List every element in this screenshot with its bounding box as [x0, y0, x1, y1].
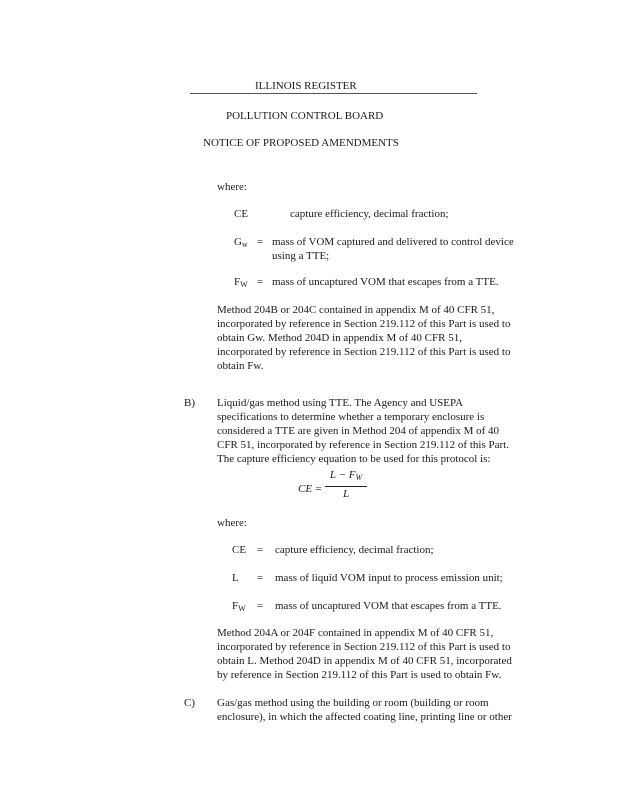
fw-symbol-b: F [232, 600, 239, 612]
def-symbol-gw-a [234, 236, 248, 252]
section-b-marker: B) [184, 397, 195, 409]
def-symbol-fw-a [234, 276, 248, 292]
def-eq-gw-a: = [257, 236, 264, 248]
notice-title: NOTICE OF PROPOSED AMENDMENTS [203, 137, 399, 149]
method-line-b4: by reference in Section 219.112 of this Part is used to obtain Fw. [217, 669, 502, 681]
def-text-fw-b: mass of uncaptured VOM that escapes from a TTE. [275, 600, 502, 612]
section-b-line2: specifications to determine whether a temporary enclosure is [217, 411, 485, 423]
def-eq-fw-a: = [257, 276, 264, 288]
gw-symbol: G [234, 236, 242, 248]
def-text-gw-cont-a: using a TTE; [272, 250, 330, 262]
equation-numerator: $L - F_W$ [329, 469, 363, 482]
def-text-l-b: mass of liquid VOM input to process emission unit; [275, 572, 503, 584]
def-text-ce-a: capture efficiency, decimal fraction; [290, 208, 449, 220]
fraction-bar [325, 486, 367, 487]
def-eq-fw-b: = [257, 600, 264, 612]
def-symbol-fw-b [232, 600, 246, 616]
gw-subscript: w [241, 240, 248, 249]
method-line-a4: incorporated by reference in Section 219.112 of this Part is used to [217, 346, 511, 358]
def-text-fw-a: mass of uncaptured VOM that escapes from a TTE. [272, 276, 499, 288]
method-line-a3: obtain Gw. Method 204D in appendix M of 40 CFR 51, [217, 332, 462, 344]
def-text-gw-a: mass of VOM captured and delivered to control device [272, 236, 514, 248]
def-symbol-ce-b: CE [232, 544, 247, 556]
where-label-b: where: [217, 517, 247, 529]
equation-fraction [325, 469, 367, 501]
register-title: ILLINOIS REGISTER [255, 80, 357, 92]
method-line-a2: incorporated by reference in Section 219.112 of this Part is used to [217, 318, 511, 330]
def-eq-ce-b: = [257, 544, 264, 556]
where-label-a: where: [217, 181, 247, 193]
equation-denominator: L [342, 487, 350, 500]
method-line-a5: obtain Fw. [217, 360, 264, 372]
fw-subscript-b: W [238, 604, 246, 613]
method-line-a1: Method 204B or 204C contained in appendix M of 40 CFR 51, [217, 304, 495, 316]
section-b-line1: Liquid/gas method using TTE. The Agency and USEPA [217, 397, 464, 409]
def-eq-l-b: = [257, 572, 264, 584]
section-c-line2: enclosure), in which the affected coating line, printing line or other [217, 711, 512, 723]
method-line-b2: incorporated by reference in Section 219.112 of this Part is used to [217, 641, 511, 653]
method-line-b1: Method 204A or 204F contained in appendix M of 40 CFR 51, [217, 627, 494, 639]
section-b-line3: considered a TTE are given in Method 204 of appendix M of 40 [217, 425, 500, 437]
def-text-ce-b: capture efficiency, decimal fraction; [275, 544, 434, 556]
board-title: POLLUTION CONTROL BOARD [226, 110, 384, 122]
section-c-marker: C) [184, 697, 195, 709]
section-c-line1: Gas/gas method using the building or room (building or room [217, 697, 489, 709]
method-line-b3: obtain L. Method 204D in appendix M of 40 CFR 51, incorporated [217, 655, 512, 667]
equation-lhs: CE = [298, 483, 323, 495]
fw-subscript: W [240, 280, 248, 289]
def-symbol-l-b: L [232, 572, 239, 584]
section-b-line5: The capture efficiency equation to be used for this protocol is: [217, 453, 491, 465]
def-symbol-ce-a: CE [234, 208, 249, 220]
fw-symbol: F [234, 276, 241, 288]
section-b-line4: CFR 51, incorporated by reference in Section 219.112 of this Part. [217, 439, 509, 451]
